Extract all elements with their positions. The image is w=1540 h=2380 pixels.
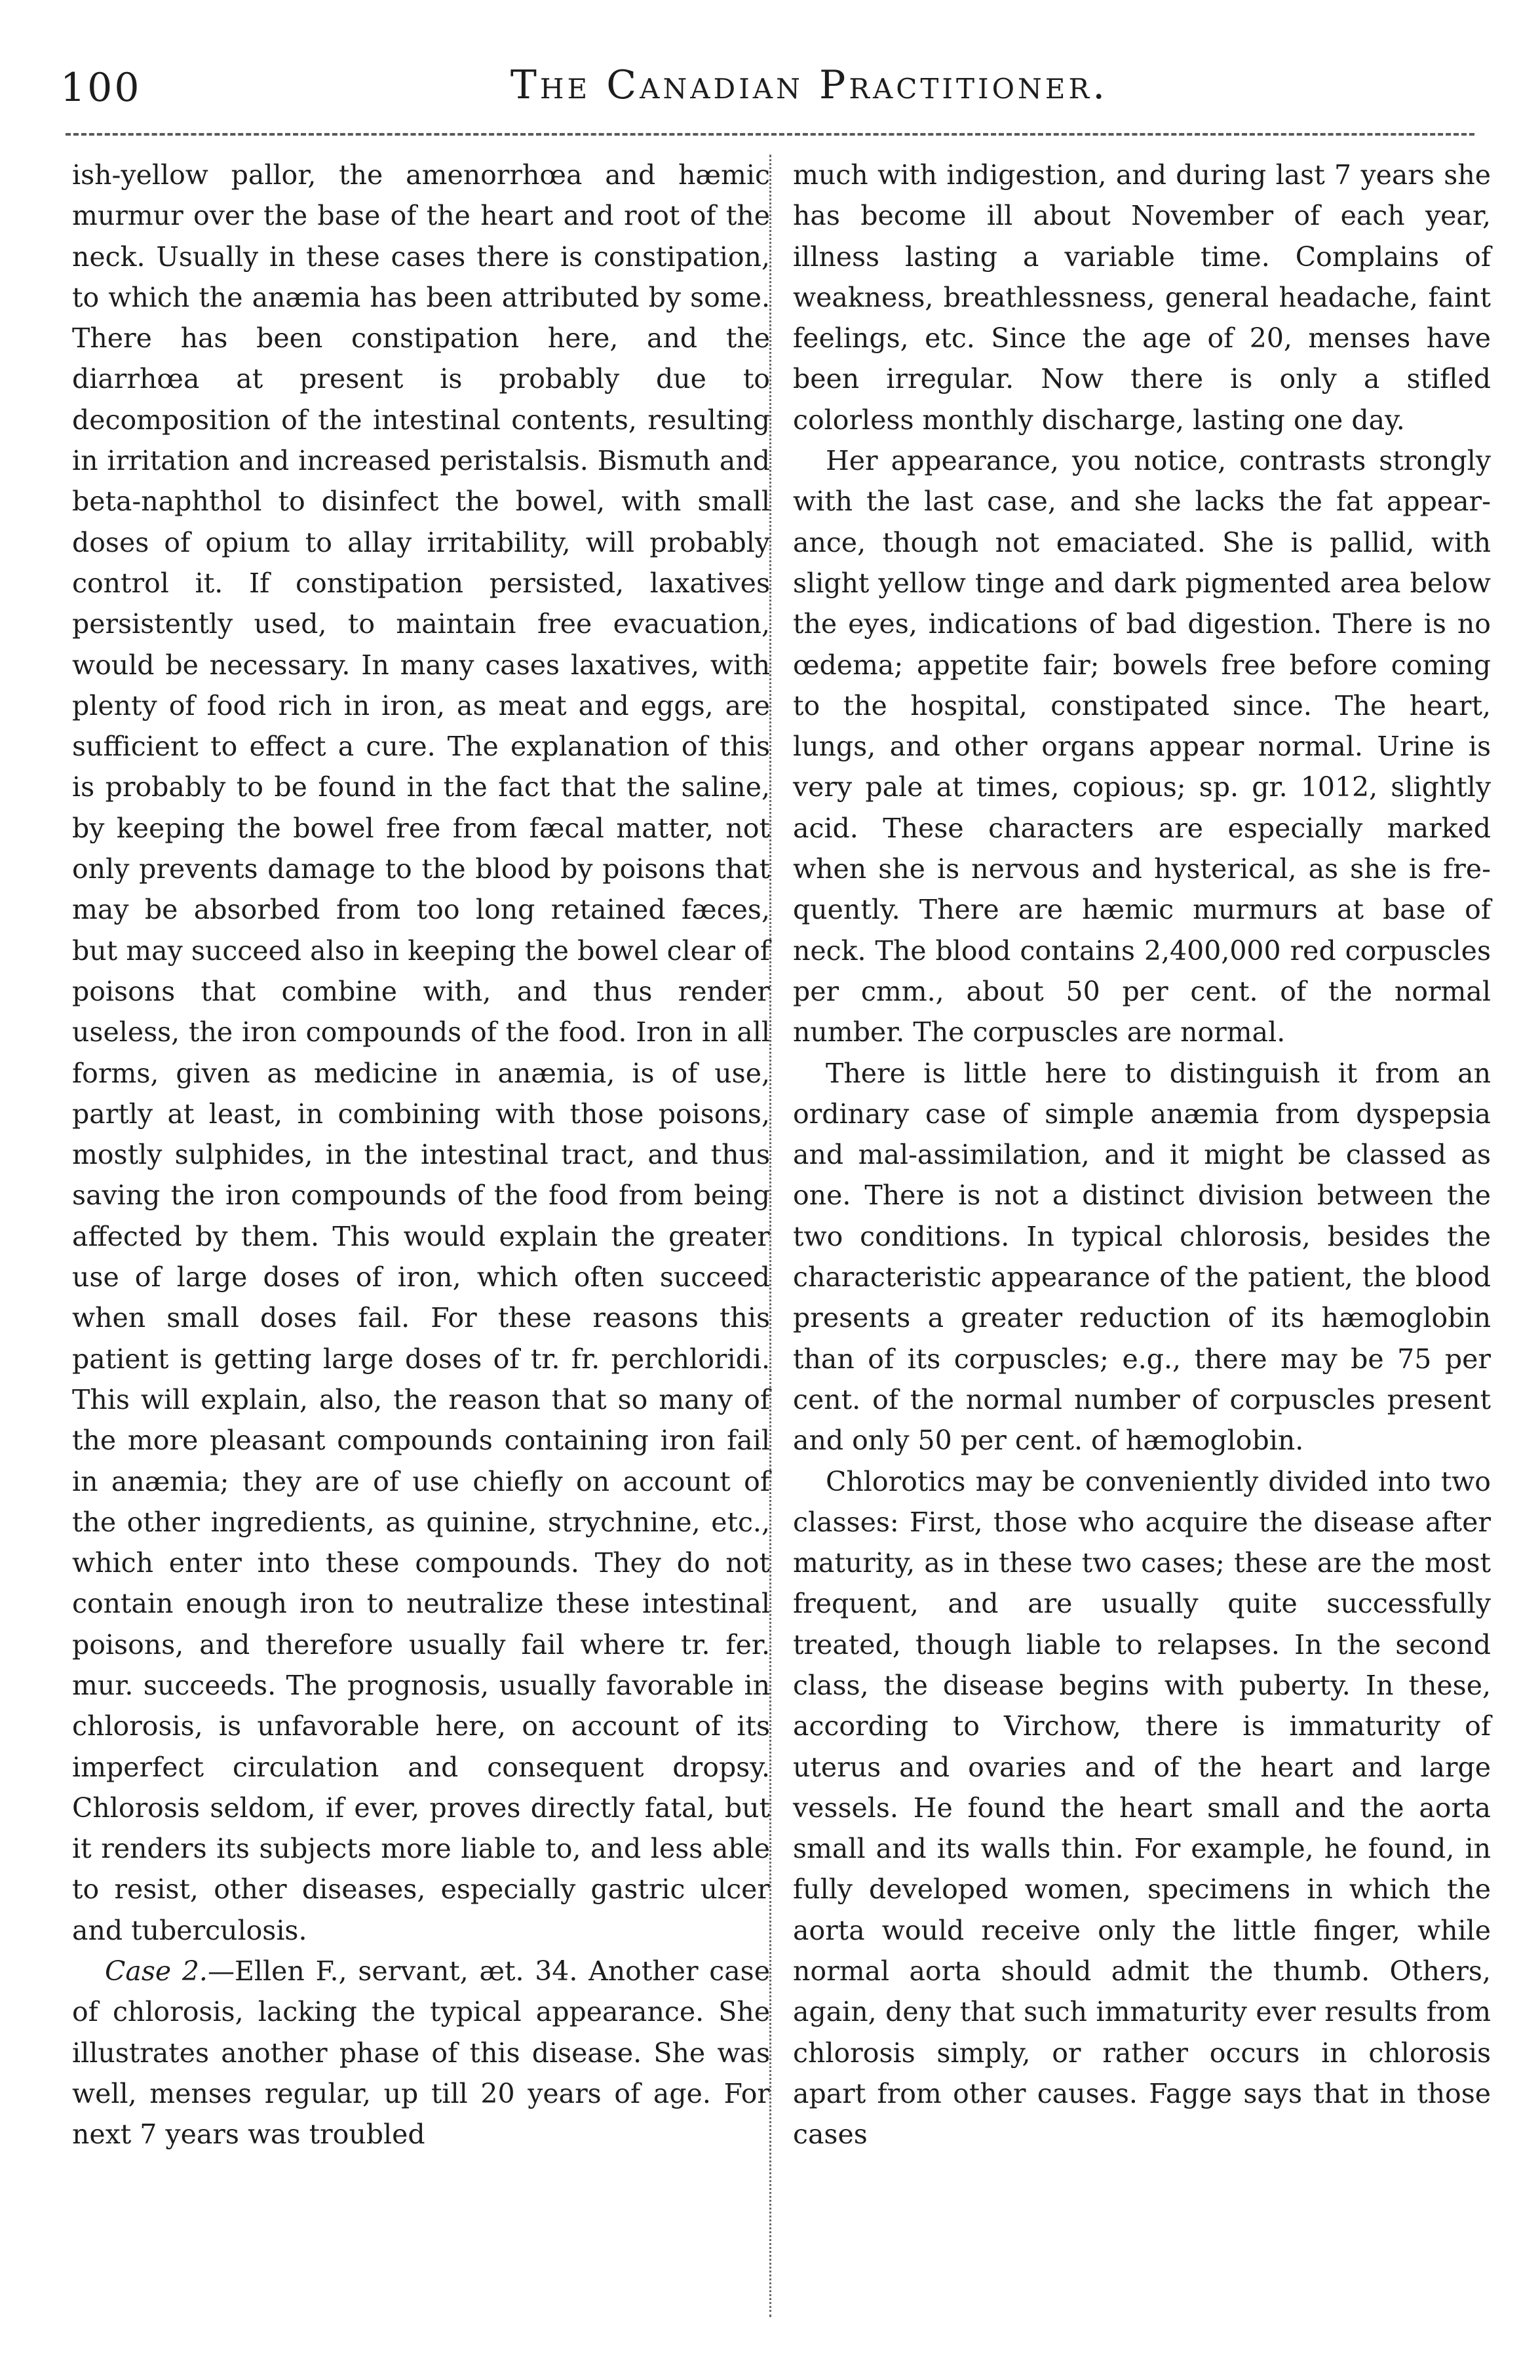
case-label: Case 2. <box>105 1955 208 1987</box>
right-column <box>793 155 1491 2155</box>
header-rule <box>66 133 1474 136</box>
page-number: 100 <box>60 65 142 111</box>
paragraph: There is little here to distinguish it from an ordinary case of simple anæmia from dyspepsia and mal-assimilation, and it might be classed as one. There is not a distinct division between the two conditions. In typical chlorosis, besides the characteristic appearance of the patient, the blood presents a greater reduction of its hæmoglobin than of its corpuscles; e.g., there may be 75 per cent. of the normal number of corpuscles present and only 50 per cent. of hæmoglobin. <box>793 1057 1491 1457</box>
left-column <box>72 155 770 2155</box>
paragraph: Chlorotics may be conveniently divided into two classes: First, those who acquire the disease after maturity, as in these two cases; these are the most frequent, and are usually quite successfully treated, though liable to relapses. In the second class, the disease begins with puberty. In these, according to Virchow, there is immaturity of uterus and ovaries and of the heart and large vessels. He found the heart small and the aorta small and its walls thin. For example, he found, in fully developed women, specimens in which the aorta would receive only the little finger, while normal aorta should admit the thumb. Others, again, deny that such immaturity ever results from chlorosis simply, or rather occurs in chlorosis apart from other causes. Fagge says that in those cases <box>793 1465 1491 2151</box>
column-divider <box>769 155 771 2317</box>
case-text: —Ellen F., servant, æt. 34. Another case of chlorosis, lacking the typical appearance. She illustrates another phase of this disease. She was well, menses regular, up till 20 years of age. For next 7 years was troubled <box>72 1955 770 2151</box>
case-paragraph <box>72 1951 770 2155</box>
paragraph: ish-yellow pallor, the amenorrhœa and hæmic murmur over the base of the heart and root of the neck. Usually in these cases there is constipation, to which the anæmia has been attributed by some. There has been constipation here, and the diarrhœa at present is probably due to decomposition of the intestinal contents, resulting in irritation and increased peristalsis. Bismuth and beta-naphthol to disinfect the bowel, with small doses of opium to allay irritability, will probably control it. If constipation persisted, laxatives persistently used, to maintain free evacuation, would be necessary. In many cases laxatives, with plenty of food rich in iron, as meat and eggs, are sufficient to effect a cure. The explanation of this is probably to be found in the fact that the saline, by keeping the bowel free from fæcal matter, not only prevents damage to the blood by poisons that may be absorbed from too long retained fæces, but may succeed also in keeping the bowel clear of poisons that combine with, and thus render useless, the iron compounds of the food. Iron in all forms, given as medicine in anæmia, is of use, partly at least, in combining with those poisons, mostly sulphides, in the intestinal tract, and thus saving the iron compounds of the food from being affected by them. This would explain the greater use of large doses of iron, which often succeed when small doses fail. For these reasons this patient is getting large doses of tr. fr. perchloridi. This will explain, also, the reason that so many of the more pleasant compounds containing iron fail in anæmia; they are of use chiefly on account of the other ingredients, as quinine, strychnine, etc., which enter into these compounds. They do not contain enough iron to neutralize these intestinal poisons, and therefore usually fail where tr. fer. mur. succeeds. The prognosis, usually favorable in chlorosis, is unfavorable here, on account of its imperfect circulation and consequent dropsy. Chlorosis seldom, if ever, proves directly fatal, but it renders its subjects more liable to, and less able to resist, other diseases, especially gastric ulcer and tuberculosis. <box>72 159 770 1946</box>
paragraph: Her appearance, you notice, contrasts strongly with the last case, and she lacks the fat appearance, though not emaciated. She is pallid, with slight yellow tinge and dark pigmented area below the eyes, indications of bad digestion. There is no œdema; appetite fair; bowels free before coming to the hospital, constipated since. The heart, lungs, and other organs appear normal. Urine is very pale at times, copious; sp. gr. 1012, slightly acid. These characters are especially marked when she is nervous and hysterical, as she is frequently. There are hæmic murmurs at base of neck. The blood contains 2,400,000 red corpuscles per cmm., about 50 per cent. of the normal number. The corpuscles are normal. <box>793 445 1491 1048</box>
running-head-title: The Canadian Practitioner. <box>510 62 1109 108</box>
paragraph: much with indigestion, and during last 7 years she has become ill about November of each year, illness lasting a variable time. Complains of weakness, breathlessness, general headache, faint feelings, etc. Since the age of 20, menses have been irregular. Now there is only a stifled colorless monthly discharge, lasting one day. <box>793 159 1491 436</box>
